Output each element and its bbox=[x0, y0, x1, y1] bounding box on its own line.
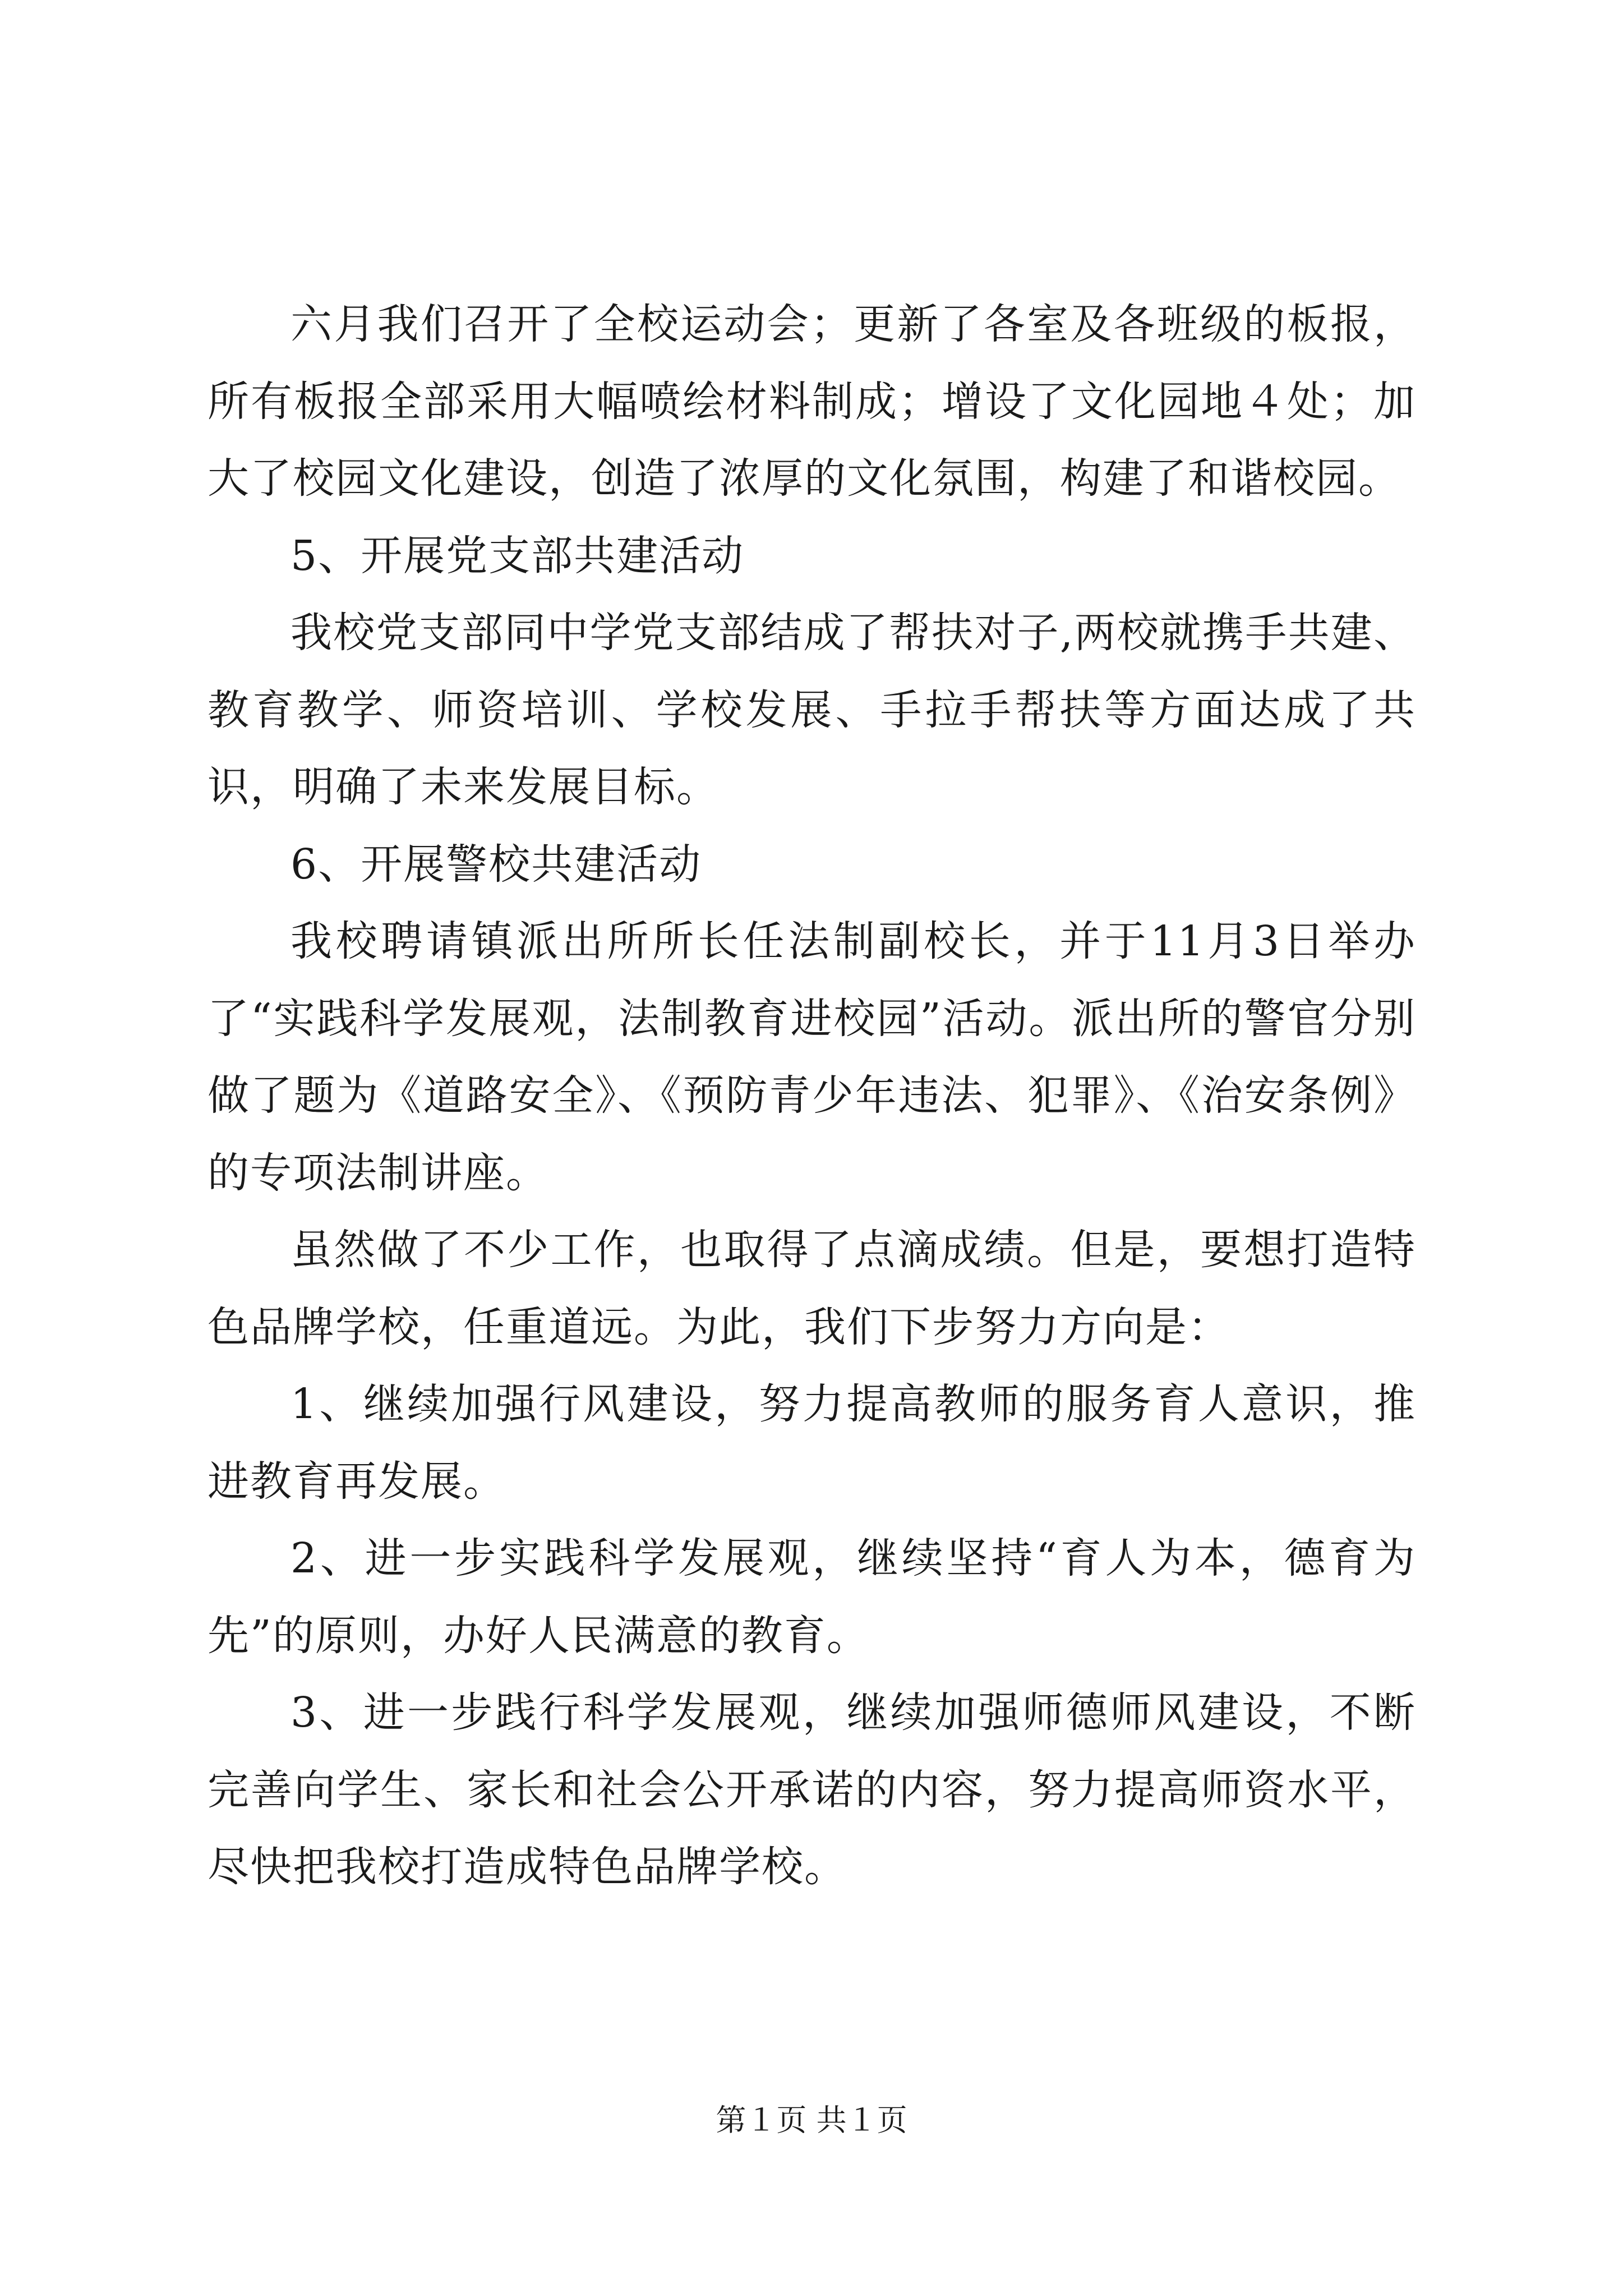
page-number-footer: 第１页 共１页 bbox=[716, 2102, 907, 2138]
heading-police-school: 6、开展警校共建活动 bbox=[291, 840, 702, 889]
heading-party-branch: 5、开展党支部共建活动 bbox=[291, 531, 745, 580]
paragraph-goal-1: 1、继续加强行风建设，努力提高教师的服务育人意识，推进教育再发展。 bbox=[208, 1380, 1416, 1506]
paragraph-party-branch: 我校党支部同中学党支部结成了帮扶对子,两校就携手共建、教育教学、师资培训、学校发展、手拉手帮扶等方面达成了共识，明确了未来发展目标。 bbox=[208, 609, 1416, 811]
paragraph-goal-3: 3、进一步践行科学发展观，继续加强师德师风建设，不断完善向学生、家长和社会公开承诺的内容，努力提高师资水平，尽快把我校打造成特色品牌学校。 bbox=[208, 1688, 1416, 1891]
document-body bbox=[208, 286, 1416, 1906]
paragraph-goal-2: 2、进一步实践科学发展观，继续坚持“育人为本，德育为先”的原则，办好人民满意的教育。 bbox=[208, 1534, 1416, 1660]
paragraph-school-culture: 六月我们召开了全校运动会；更新了各室及各班级的板报，所有板报全部采用大幅喷绘材料制成；增设了文化园地４处；加大了校园文化建设，创造了浓厚的文化氛围，构建了和谐校园。 bbox=[208, 300, 1416, 503]
paragraph-police-school: 我校聘请镇派出所所长任法制副校长，并于11月3日举办了“实践科学发展观，法制教育进校园”活动。派出所的警官分别做了题为《道路安全》、《预防青少年违法、犯罪》、《治安条例》的专项法制讲座。 bbox=[208, 917, 1416, 1197]
paragraph-summary: 虽然做了不少工作，也取得了点滴成绩。但是，要想打造特色品牌学校，任重道远。为此，我们下步努力方向是： bbox=[208, 1226, 1416, 1351]
